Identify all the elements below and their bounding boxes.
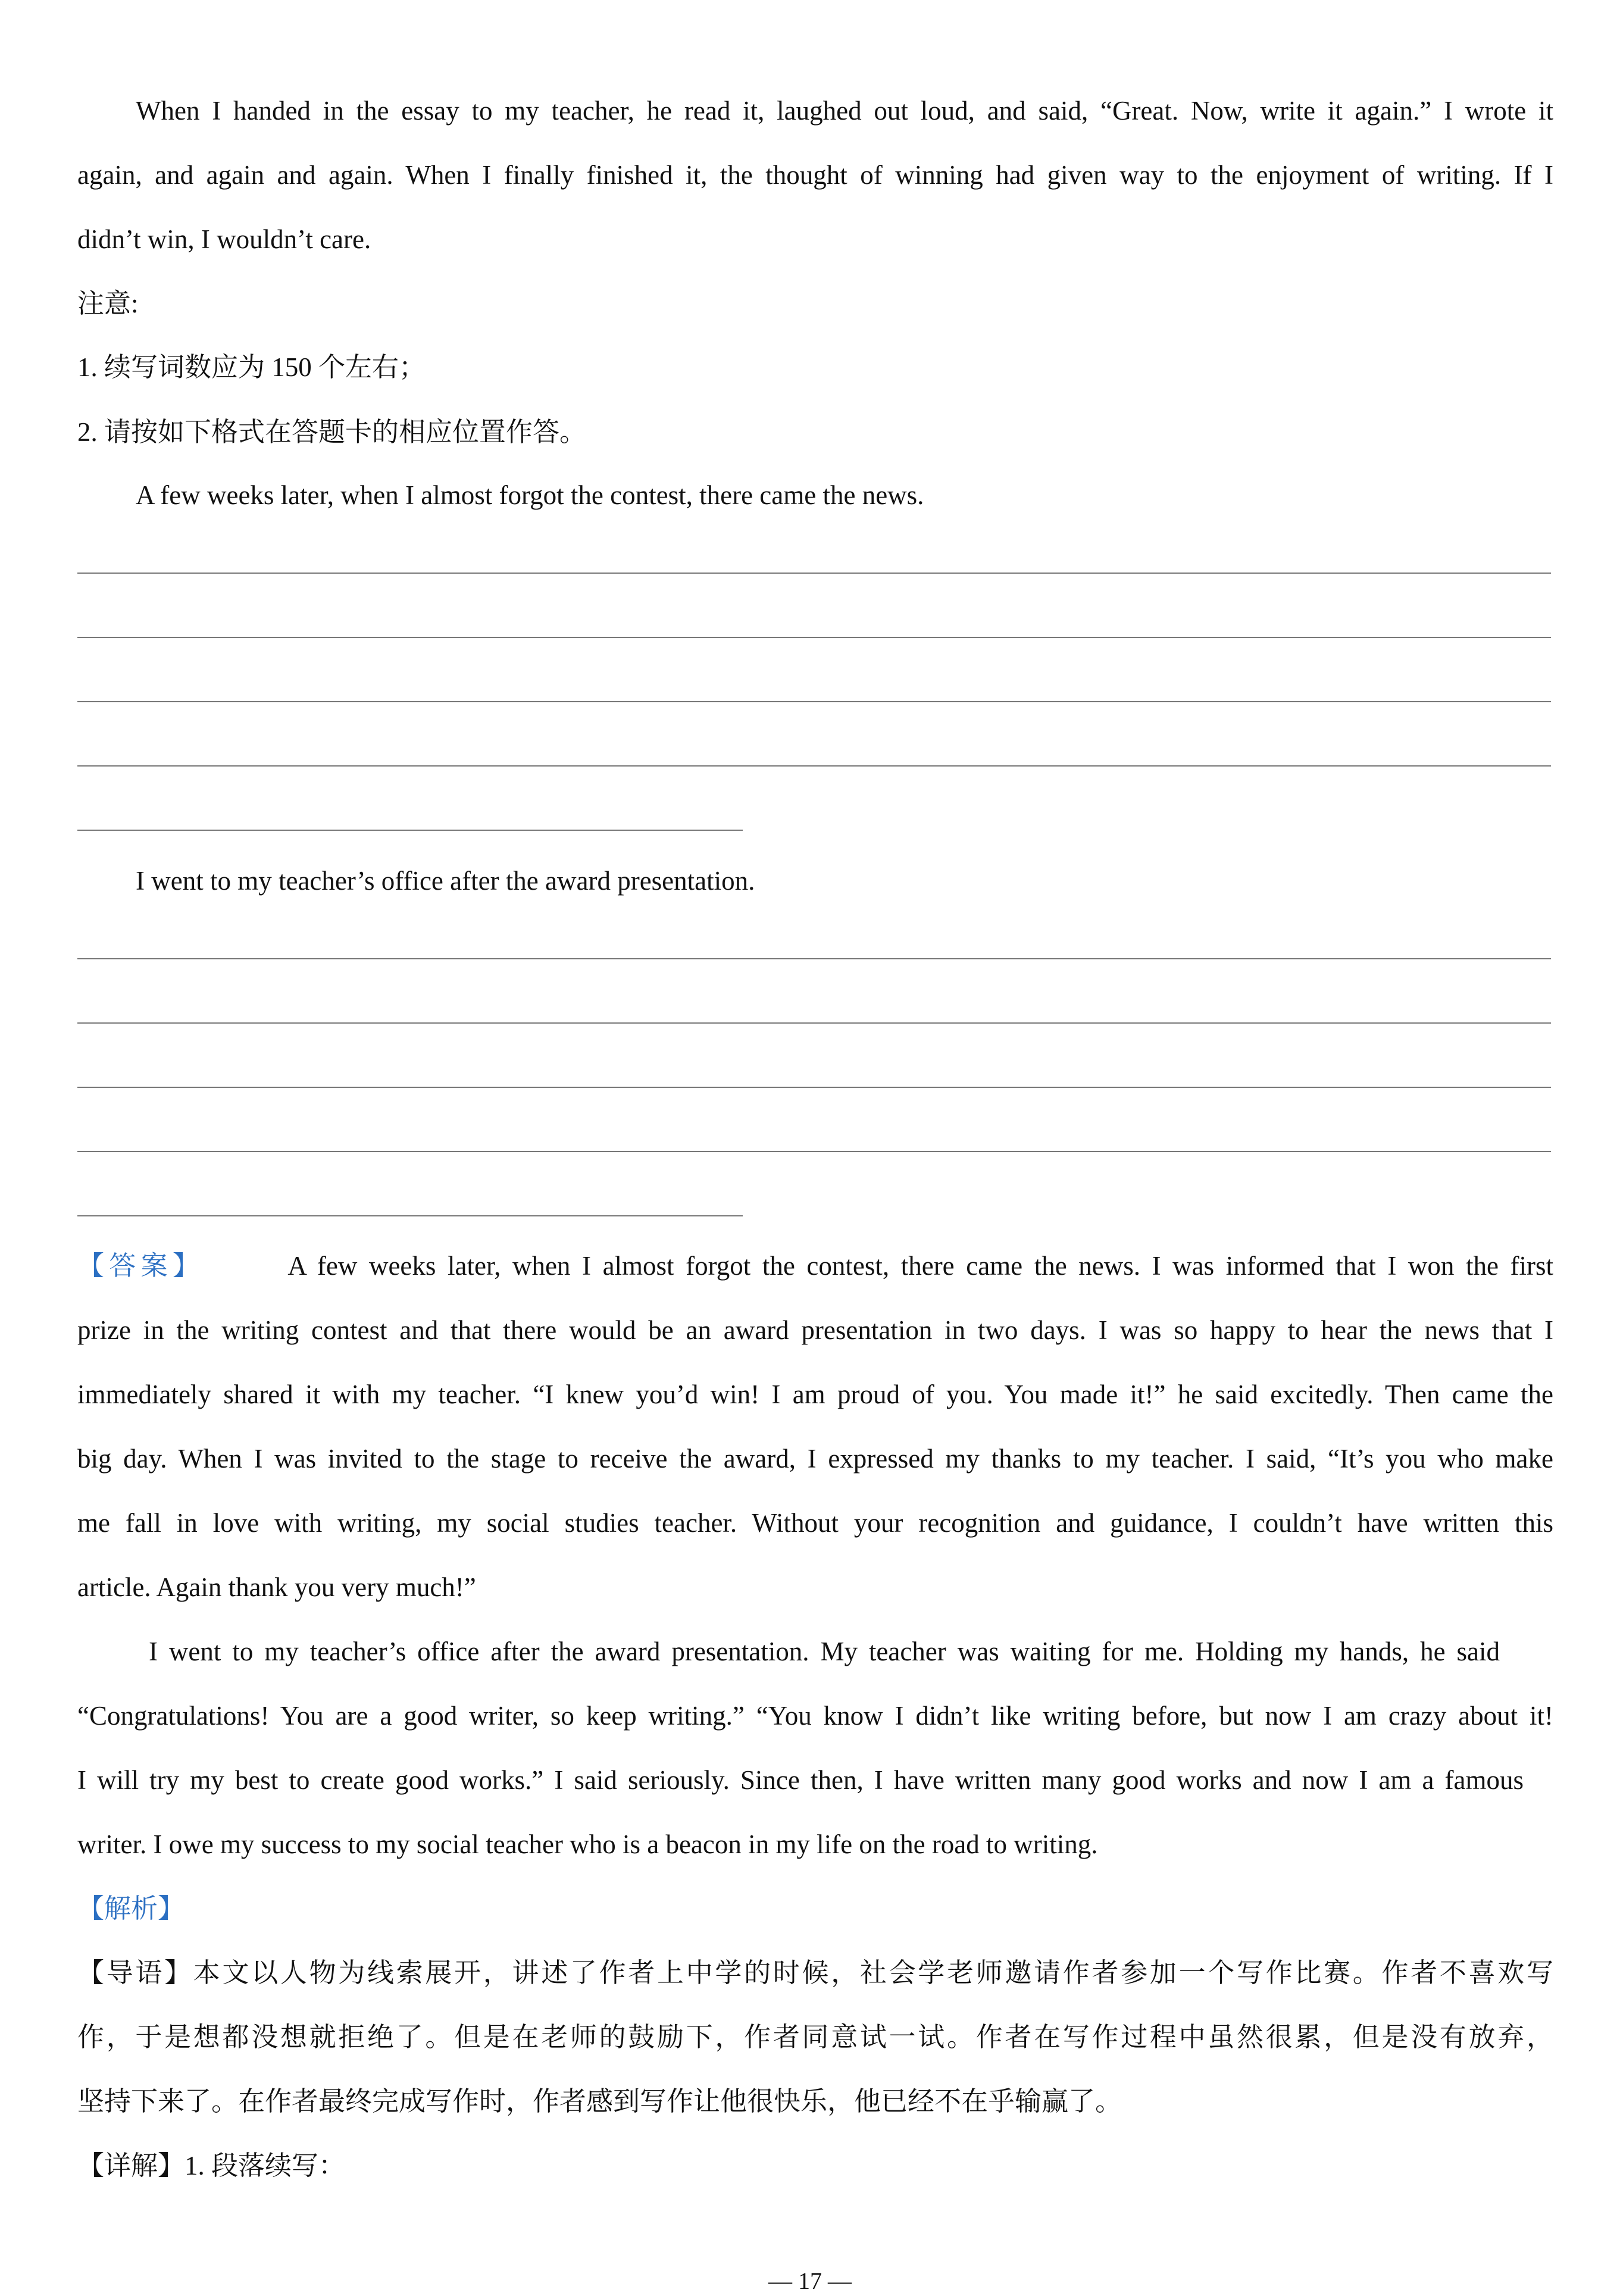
writing-line bbox=[77, 1022, 1551, 1024]
answer-line-3: immediately shared it with my teacher. “I knew you’d win! I am proud of you. You made it!” he said excitedly. Then came the bbox=[77, 1380, 1553, 1409]
analysis-detail-heading: 【详解】1. 段落续写： bbox=[77, 2151, 346, 2181]
answer-p2-line-1: I went to my teacher’s office after the award presentation. My teacher was waiting for me. Holding my hands, he said bbox=[149, 1637, 1500, 1666]
answer-p2-line-3: I will try my best to create good works.” I said seriously. Since then, I have written many good works and now I am a famous bbox=[77, 1765, 1524, 1795]
analysis-intro-line-1: 【导语】本文以人物为线索展开，讲述了作者上中学的时候，社会学老师邀请作者参加一个写作比赛。作者不喜欢写 bbox=[77, 1958, 1553, 1988]
analysis-tag: 【解析】 bbox=[77, 1894, 185, 1923]
page-number: — 17 — bbox=[768, 2267, 852, 2294]
writing-line bbox=[77, 1087, 1551, 1088]
answer-tag: 【答案】 bbox=[77, 1251, 205, 1281]
writing-line bbox=[77, 701, 1551, 702]
notes-label: 注意: bbox=[77, 289, 139, 318]
answer-line-5: me fall in love with writing, my social studies teacher. Without your recognition and guidance, I couldn’t have written this bbox=[77, 1508, 1553, 1538]
analysis-intro-line-3: 坚持下来了。在作者最终完成写作时，作者感到写作让他很快乐，他已经不在乎输赢了。 bbox=[77, 2087, 1122, 2116]
writing-line bbox=[77, 637, 1551, 638]
answer-text: A few weeks later, when I almost forgot the contest, there came the news. I was informed that I won the first bbox=[287, 1251, 1553, 1281]
writing-line bbox=[77, 958, 1551, 959]
answer-line-2: prize in the writing contest and that there would be an award presentation in two days. I was so happy to hear the news that I bbox=[77, 1315, 1553, 1345]
notes-item-1: 1. 续写词数应为 150 个左右； bbox=[77, 352, 426, 382]
writing-line bbox=[77, 830, 743, 831]
answer-line-1 bbox=[77, 1248, 1553, 1284]
notes-item-2: 2. 请按如下格式在答题卡的相应位置作答。 bbox=[77, 417, 587, 447]
writing-line bbox=[77, 573, 1551, 574]
prompt-para-2: I went to my teacher’s office after the award presentation. bbox=[136, 866, 755, 896]
writing-line bbox=[77, 1151, 1551, 1152]
story-end-line-1: When I handed in the essay to my teacher, he read it, laughed out loud, and said, “Great. Now, write it again.” I wrote it bbox=[136, 96, 1553, 126]
answer-p2-line-2: “Congratulations! You are a good writer, so keep writing.” “You know I didn’t like writing before, but now I am crazy about it! bbox=[77, 1701, 1553, 1731]
prompt-para-1: A few weeks later, when I almost forgot the contest, there came the news. bbox=[136, 480, 924, 510]
analysis-intro-line-2: 作，于是想都没想就拒绝了。但是在老师的鼓励下，作者同意试一试。作者在写作过程中虽然很累，但是没有放弃， bbox=[77, 2022, 1553, 2052]
story-end-line-2: again, and again and again. When I finally finished it, the thought of winning had given way to the enjoyment of writing. If I bbox=[77, 160, 1553, 190]
story-end-line-3: didn’t win, I wouldn’t care. bbox=[77, 224, 371, 254]
answer-line-4: big day. When I was invited to the stage to receive the award, I expressed my thanks to my teacher. I said, “It’s you who make bbox=[77, 1444, 1553, 1474]
answer-p2-line-4: writer. I owe my success to my social teacher who is a beacon in my life on the road to writing. bbox=[77, 1829, 1098, 1859]
writing-line bbox=[77, 1215, 743, 1216]
writing-line bbox=[77, 765, 1551, 767]
answer-line-6: article. Again thank you very much!” bbox=[77, 1572, 476, 1602]
